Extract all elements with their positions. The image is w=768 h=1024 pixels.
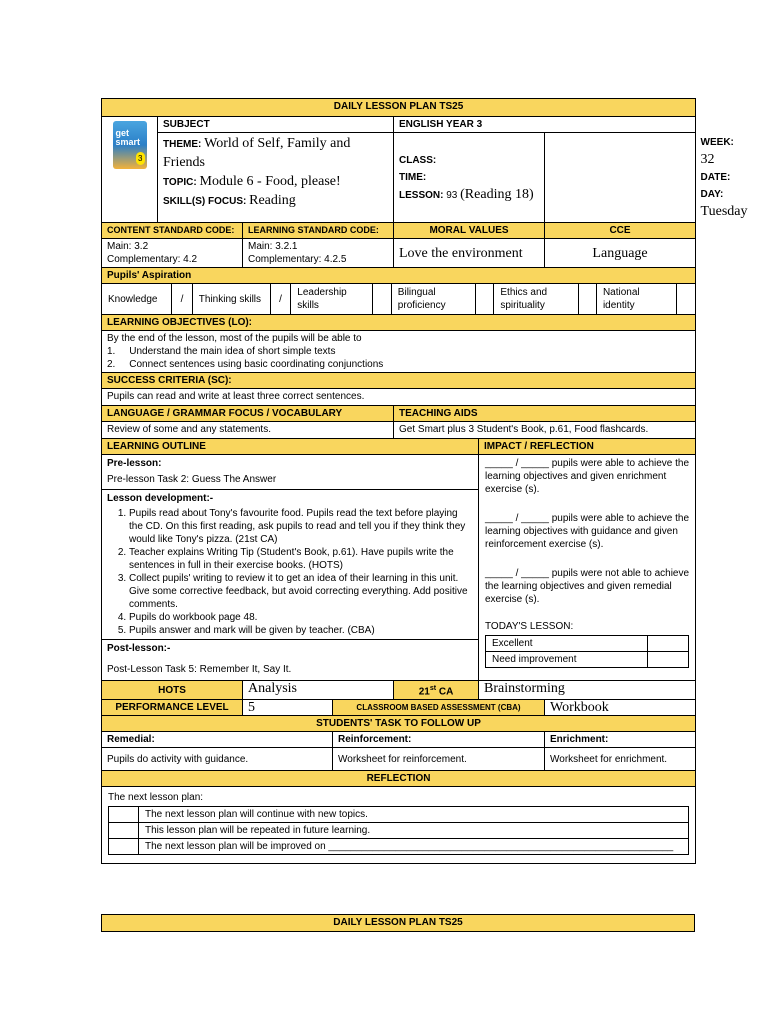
moral-values-label: MORAL VALUES (394, 223, 545, 239)
option-need-improvement: Need improvement (486, 652, 648, 668)
impact-enrichment: _____ / _____ pupils were able to achieve the learning objectives and given enrichment exercise (s). (485, 458, 690, 495)
reflection-option-1-box[interactable] (109, 807, 139, 823)
hots-label: HOTS (102, 681, 243, 700)
aspiration-label: Pupils' Aspiration (102, 268, 696, 284)
subject-value: ENGLISH YEAR 3 (394, 117, 696, 133)
aspiration-thinking-mark: / (270, 284, 291, 314)
aspiration-thinking: Thinking skills (192, 284, 270, 314)
reinforcement-value: Worksheet for reinforcement. (333, 748, 545, 771)
aspiration-leadership: Leadership skills (291, 284, 373, 314)
skills-value: Reading (249, 193, 296, 208)
aspiration-national: National identity (596, 284, 676, 314)
subject-label: SUBJECT (158, 117, 394, 133)
aspiration-leadership-mark (373, 284, 391, 314)
aspiration-knowledge: Knowledge (102, 284, 172, 314)
learning-standard-label: LEARNING STANDARD CODE: (243, 223, 394, 239)
lesson-plan-table: DAILY LESSON PLAN TS25 get smart 3 SUBJECT ENGLISH YEAR 3 THEME: World of Self, Family and Friends TOPIC: Module 6 - Food, please! SKILL(S) FOCUS: Reading CLASS: TIME: LESSON: 93 (Reading 18) WEEK: 32 DATE: DAY: Tuesday CONTENT STANDARD CODE: LEARNING STANDARD CODE: MORAL VALUES CCE Main: 3.2 Complementary: 4.2 Main: 3.2.1 Complementary: 4.2.5 Love the environment Language Pupils' Aspiration Knowledge / Thinking skills / Leadership skills Bilingual proficiency Ethics and spirituality National identity LEARNING OBJECTIVES (LO): By the end of the lesson, most of the pupils will be able to 1. Understand the main idea of short simple texts 2. Connect sentences using basic coordinating conjunctions SUCCESS CRITERIA (SC): Pupils can read and write at least three correct sentences. LANGUAGE / GRAMMAR FOCUS / VOCABULARY TEACHING AIDS Review of some and any statements. Get Smart plus 3 Student's Book, p.61, Food flashcards. LEARNING OUTLINE IMPACT / REFLECTION Pre-lesson: Pre-lesson Task 2: Guess The Answer Lesson development:- 1. Pupils read about Tony's favourite food. Pupils read the text before playing the CD. On this first reading, ask pupils to read and tell you if they think they would like Tony's pizza. (21st CA) 2. Teacher explains Writing Tip (Student's Book, p.61). Have pupils write the sentences in full in their exercise books. (HOTS) 3. Collect pupils' writing to review it to get an idea of their learning in this unit. Give some corrective feedback, but avoid correcting everything. Add positive comments. 4. Pupils do workbook page 48. 5. Pupils answer and mark will be given by teacher. (CBA) Post-lesson:- Post-Lesson Task 5: Remember It, Say It. _____ / _____ pupils were able to achieve the learning objectives and given enrichment exercise (s). _____ / _____ pupils were able to achieve the learning objectives with guidance and given reinforcement exercise (s). _____ / _____ pupils were not able to achieve the learning objectives and given remedial exercise (s). TODAY'S LESSON: Excellent Need improvement HOTS Analysis 21st CA Brainstorming PERFORMANCE LEVEL 5 CLASSROOM BASED ASSESSMENT (CBA) Workbook STUDENTS' TASK TO FOLLOW UP Remedial: Reinforcement: Enrichment: Pupils do activity with guidance. Worksheet for reinforcement. Worksheet for enrichment. REFLECTION The next lesson plan: The next lesson plan will continue with new topics. This lesson plan will be repeated in future learning. The next lesson plan will be improved on ______________________________________________________________ (101, 98, 696, 864)
reflection-label: REFLECTION (102, 771, 696, 787)
aspiration-bilingual-mark (475, 284, 493, 314)
lesson-plan-page (101, 98, 748, 864)
ca-label: 21st CA (394, 681, 479, 700)
hots-value: Analysis (243, 681, 394, 700)
language-value: Review of some and any statements. (102, 422, 394, 439)
remedial-value: Pupils do activity with guidance. (102, 748, 333, 771)
objectives-content: By the end of the lesson, most of the pupils will be able to 1. Understand the main idea of short simple texts 2. Connect sentences using basic coordinating conjunctions (102, 331, 696, 373)
impact-remedial: _____ / _____ pupils were not able to achieve the learning objectives and given remedial exercise (s). (485, 568, 690, 605)
aspiration-ethics: Ethics and spirituality (494, 284, 578, 314)
reflection-option-3: The next lesson plan will be improved on ______________________________________________________________ (139, 839, 689, 855)
cce-label: CCE (545, 223, 696, 239)
content-standard-label: CONTENT STANDARD CODE: (102, 223, 243, 239)
success-label: SUCCESS CRITERIA (SC): (102, 373, 696, 389)
moral-value: Love the environment (394, 239, 545, 268)
learning-standard-value: Main: 3.2.1 Complementary: 4.2.5 (243, 239, 394, 268)
reflection-option-1: The next lesson plan will continue with new topics. (139, 807, 689, 823)
cba-label: CLASSROOM BASED ASSESSMENT (CBA) (333, 700, 545, 716)
dev-step-3: 3. Collect pupils' writing to review it to get an idea of their learning in this unit. Give some corrective feedback, but avoid correcting everything. Add positive comments. (129, 572, 473, 611)
aspiration-national-mark (676, 284, 695, 314)
week-value: 32 (700, 152, 715, 167)
teaching-aids-value: Get Smart plus 3 Student's Book, p.61, Food flashcards. (394, 422, 696, 439)
class-time-cell: CLASS: TIME: LESSON: 93 (Reading 18) (394, 133, 545, 223)
aspiration-ethics-mark (578, 284, 596, 314)
aspiration-row (102, 284, 696, 315)
day-value: Tuesday (700, 204, 748, 219)
cce-value: Language (545, 239, 696, 268)
success-text: Pupils can read and write at least three correct sentences. (102, 389, 696, 406)
objectives-label: LEARNING OBJECTIVES (LO): (102, 315, 696, 331)
reflection-option-3-box[interactable] (109, 839, 139, 855)
book-logo (102, 117, 158, 223)
aspiration-bilingual: Bilingual proficiency (391, 284, 475, 314)
dev-step-2: 2. Teacher explains Writing Tip (Student's Book, p.61). Have pupils write the sentences in full in their exercise books. (HOTS) (129, 546, 473, 572)
teaching-aids-label: TEACHING AIDS (394, 406, 696, 422)
tasks-label: STUDENTS' TASK TO FOLLOW UP (102, 716, 696, 732)
impact-label: IMPACT / REFLECTION (479, 439, 696, 455)
dev-step-4: 4. Pupils do workbook page 48. (129, 611, 473, 624)
impact-reinforcement: _____ / _____ pupils were able to achieve the learning objectives with guidance and given reinforcement exercise (s). (485, 513, 690, 550)
reflection-option-2-box[interactable] (109, 823, 139, 839)
plan-title: DAILY LESSON PLAN TS25 (102, 99, 696, 117)
performance-value: 5 (243, 700, 333, 716)
language-label: LANGUAGE / GRAMMAR FOCUS / VOCABULARY (102, 406, 394, 422)
enrichment-value: Worksheet for enrichment. (545, 748, 696, 771)
enrichment-label: Enrichment: (545, 732, 696, 748)
theme-topic-cell: THEME: World of Self, Family and Friends TOPIC: Module 6 - Food, please! SKILL(S) FOCUS: Reading (158, 133, 394, 223)
week-date-cell (545, 133, 696, 223)
impact-content (479, 455, 696, 681)
theme-value: World of Self, Family and Friends (163, 136, 351, 170)
dev-step-5: 5. Pupils answer and mark will be given by teacher. (CBA) (129, 624, 473, 637)
reinforcement-label: Reinforcement: (333, 732, 545, 748)
lesson-number: 93 (446, 189, 458, 201)
reflection-option-2: This lesson plan will be repeated in future learning. (139, 823, 689, 839)
option-need-improvement-box[interactable] (648, 652, 689, 668)
learning-outline-label: LEARNING OUTLINE (102, 439, 479, 455)
dev-step-1: 1. Pupils read about Tony's favourite food. Pupils read the text before playing the CD. On this first reading, ask pupils to read and tell you if they think they would like Tony's pizza. (21st CA) (129, 507, 473, 546)
reflection-options (108, 806, 689, 855)
remedial-label: Remedial: (102, 732, 333, 748)
performance-label: PERFORMANCE LEVEL (102, 700, 243, 716)
aspiration-knowledge-mark: / (172, 284, 193, 314)
cba-value: Workbook (545, 700, 696, 716)
learning-outline-content: Pre-lesson: Pre-lesson Task 2: Guess The Answer Lesson development:- 1. Pupils read about Tony's favourite food. Pupils read the text before playing the CD. On this first reading, ask pupils to read and tell you if they think they would like Tony's pizza. (21st CA) 2. Teacher explains Writing Tip (Student's Book, p.61). Have pupils write the sentences in full in their exercise books. (HOTS) 3. Collect pupils' writing to review it to get an idea of their learning in this unit. Give some corrective feedback, but avoid correcting everything. Add positive comments. 4. Pupils do workbook page 48. 5. Pupils answer and mark will be given by teacher. (CBA) Post-lesson:- Post-Lesson Task 5: Remember It, Say It. (102, 455, 479, 681)
book-cover-icon: get smart 3 (113, 121, 147, 169)
todays-lesson-options (485, 635, 689, 668)
next-plan-title: DAILY LESSON PLAN TS25 (101, 914, 695, 932)
lesson-value: (Reading 18) (460, 186, 534, 202)
option-excellent: Excellent (486, 636, 648, 652)
reflection-content: The next lesson plan: The next lesson plan will continue with new topics. This lesson plan will be repeated in future learning. The next lesson plan will be improved on ______________________________________________________________ (102, 787, 696, 864)
todays-lesson-label: TODAY'S LESSON: (485, 621, 574, 632)
ca-value: Brainstorming (479, 681, 696, 700)
topic-value: Module 6 - Food, please! (199, 174, 341, 189)
option-excellent-box[interactable] (648, 636, 689, 652)
content-standard-value: Main: 3.2 Complementary: 4.2 (102, 239, 243, 268)
